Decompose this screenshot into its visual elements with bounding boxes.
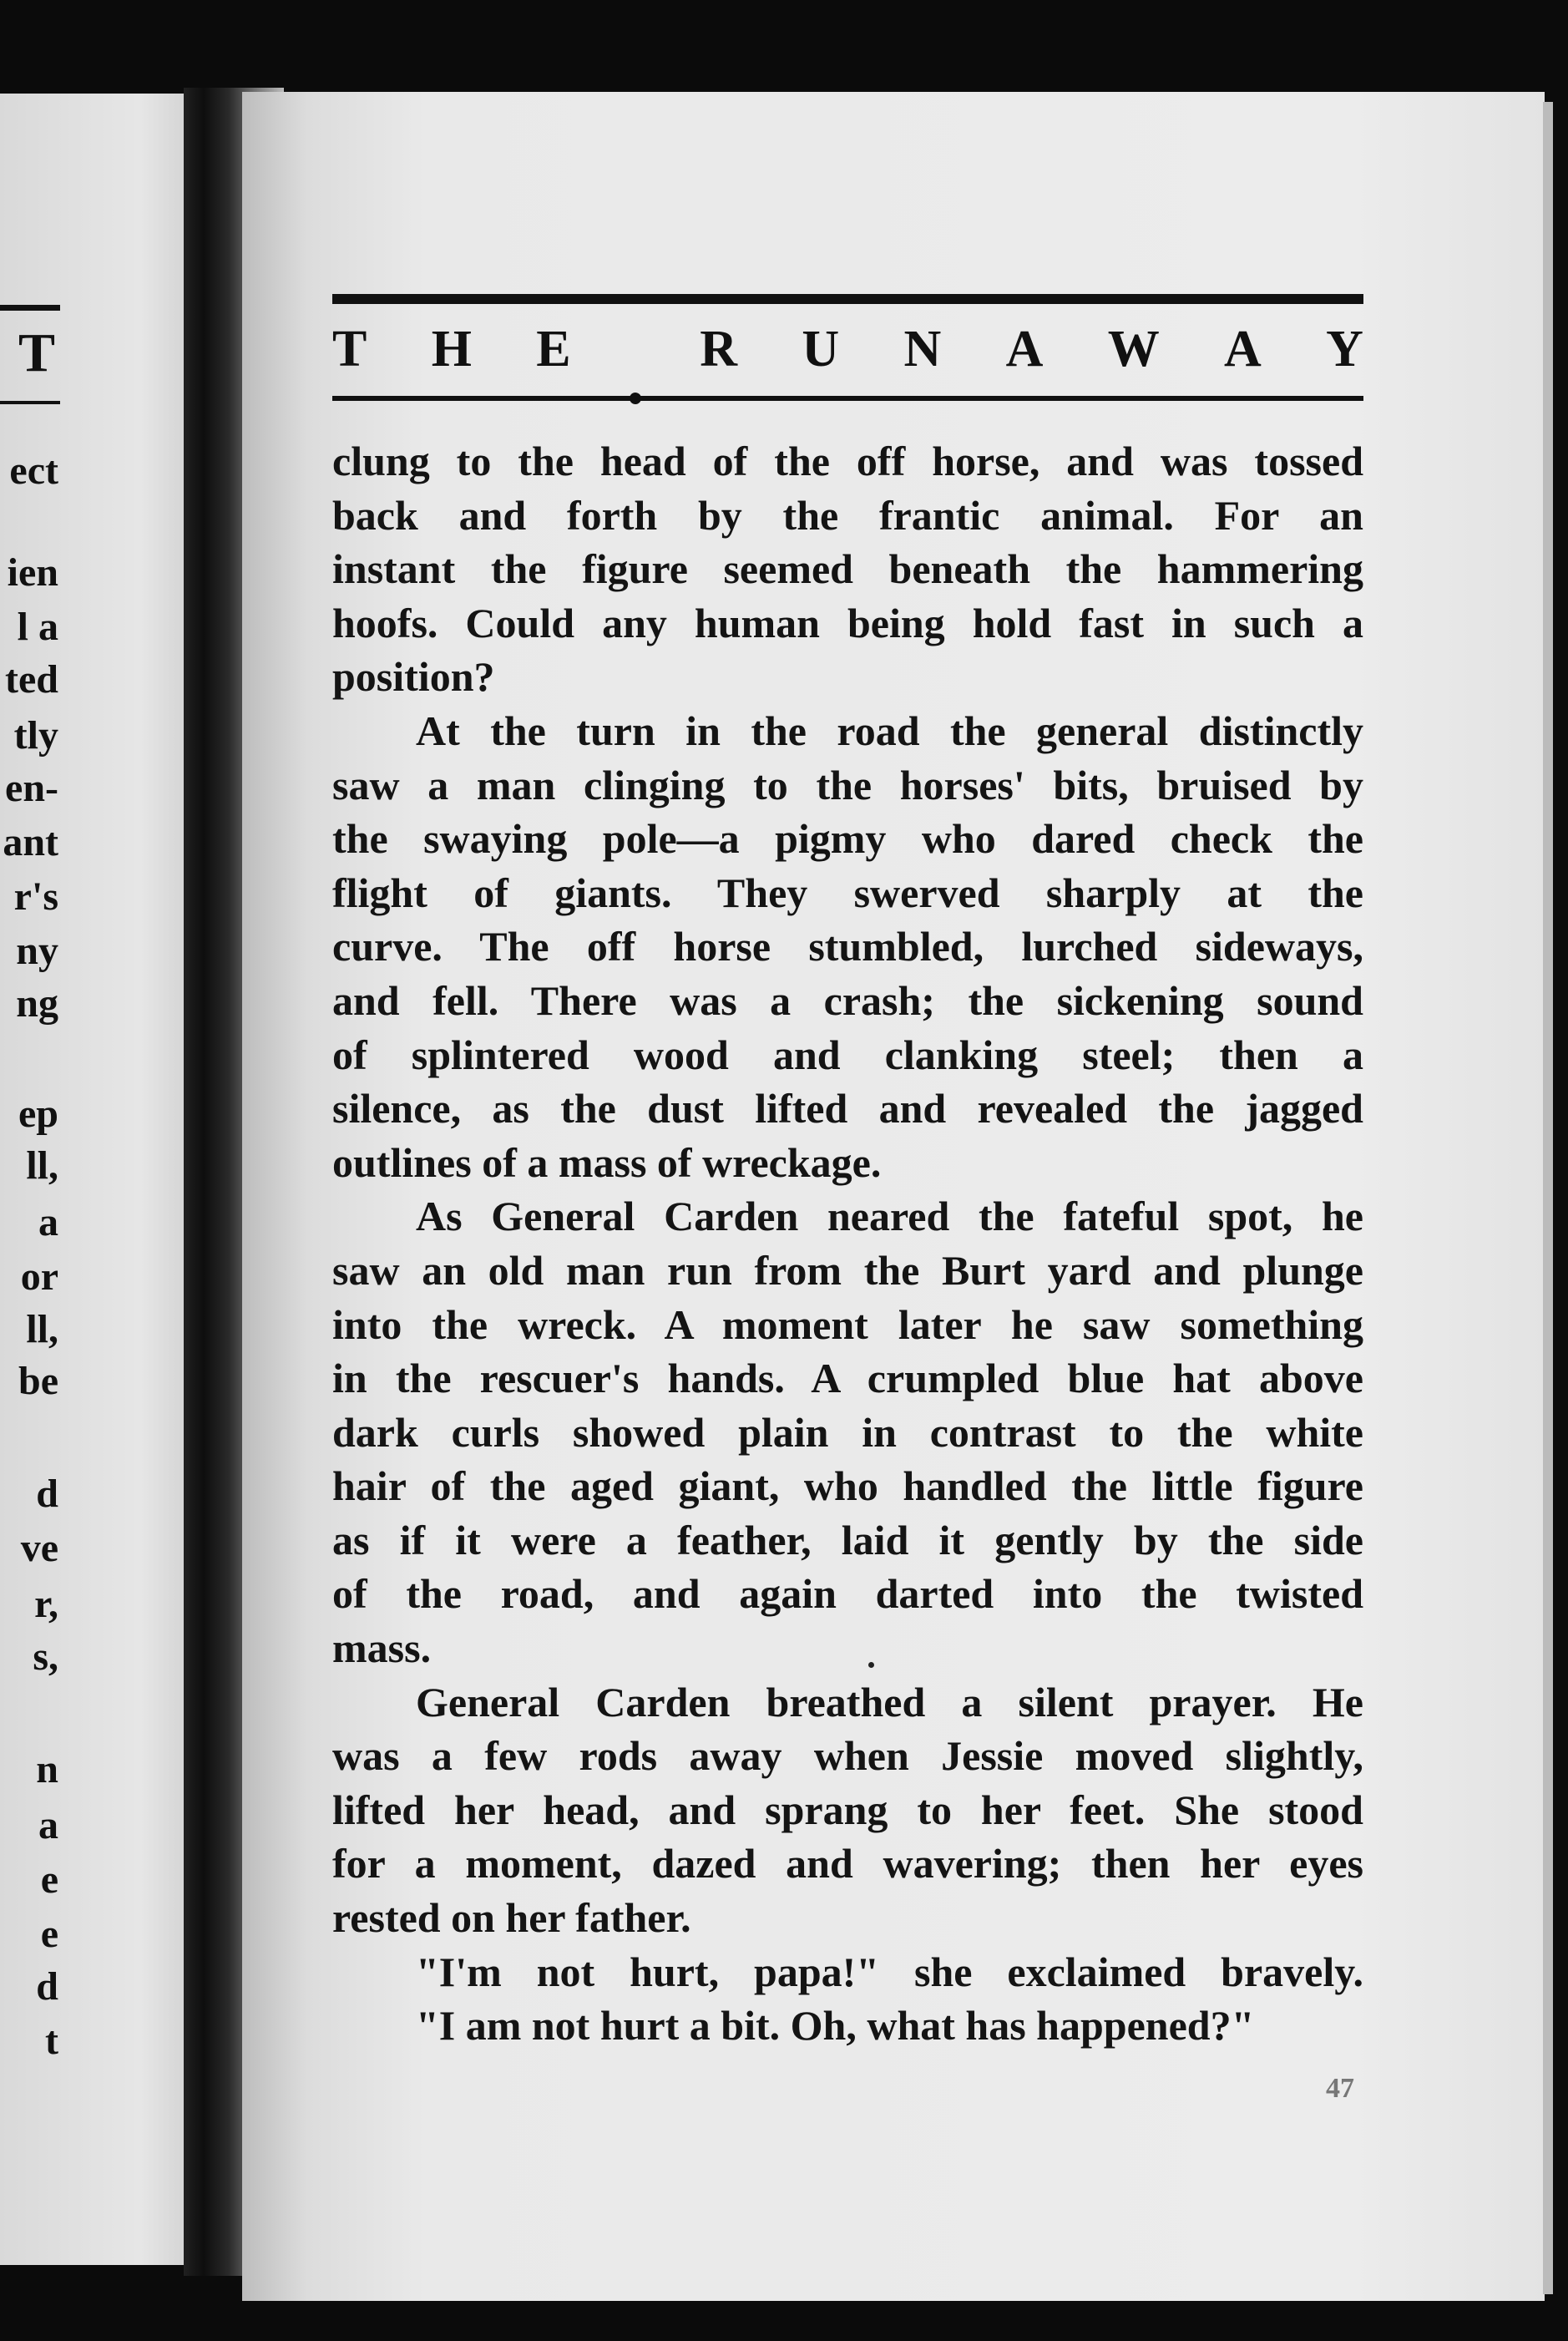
text-line: lifted her head, and sprang to her feet. She stood (332, 1786, 1363, 1833)
left-page-line-fragment: a (38, 1200, 58, 1244)
page-edge (1543, 102, 1553, 2294)
running-title-letter: N (903, 320, 942, 377)
text-line: as if it were a feather, laid it gently by the side (332, 1516, 1363, 1563)
left-page-line-fragment: d (36, 1472, 58, 1516)
text-line: of splintered wood and clanking steel; then a (332, 1031, 1363, 1078)
left-page-line-fragment: d (36, 1964, 58, 2009)
left-page-top-rule (0, 305, 60, 311)
header-top-rule (332, 294, 1363, 304)
left-page-line-fragment: r, (34, 1582, 58, 1626)
text-line: As General Carden neared the fateful spot, he (416, 1193, 1363, 1240)
left-page-line-fragment: ect (9, 448, 58, 493)
text-line: curve. The off horse stumbled, lurched sideways, (332, 923, 1363, 970)
left-page-line-fragment: l a (17, 605, 58, 649)
left-page-line-fragment: ted (5, 657, 58, 702)
text-line: was a few rods away when Jessie moved slightly, (332, 1732, 1363, 1780)
left-page-line-fragment: ll, (26, 1307, 58, 1351)
running-title-letter: Y (1326, 320, 1363, 377)
left-page-line-fragment: t (45, 2019, 58, 2063)
left-page-line-fragment: ll, (26, 1143, 58, 1188)
left-page-line-fragment: a (38, 1803, 58, 1847)
text-line: instant the figure seemed beneath the hammering (332, 545, 1363, 593)
text-line: clung to the head of the off horse, and was tossed (332, 438, 1363, 484)
text-line: for a moment, dazed and wavering; then her eyes (332, 1840, 1363, 1887)
text-line: silence, as the dust lifted and revealed the jagged (332, 1085, 1363, 1132)
running-title-letter: A (1005, 320, 1044, 377)
text-line: saw an old man run from the Burt yard and plunge (332, 1246, 1363, 1294)
body-text (332, 434, 1363, 2053)
left-page-line-fragment: ien (7, 550, 58, 595)
text-line: of the road, and again darted into the twisted (332, 1570, 1363, 1618)
header-rule-ornament (630, 393, 641, 404)
left-page-line-fragment: ve (20, 1526, 58, 1570)
text-line: the swaying pole—a pigmy who dared check the (332, 815, 1363, 863)
print-speck (868, 1662, 874, 1668)
text-line: At the turn in the road the general distinctly (416, 707, 1363, 754)
left-page-line-fragment: n (36, 1747, 58, 1791)
text-line: hoofs. Could any human being hold fast in such a (332, 599, 1363, 646)
left-page-bottom-rule (0, 401, 60, 404)
left-page-line-fragment: en- (5, 766, 58, 810)
text-line: flight of giants. They swerved sharply at the (332, 869, 1363, 916)
text-line: dark curls showed plain in contrast to the white (332, 1408, 1363, 1456)
text-line: and fell. There was a crash; the sickening sound (332, 976, 1363, 1024)
left-page-line-fragment: ant (3, 820, 58, 864)
text-line: position? (332, 653, 495, 701)
text-line: saw a man clinging to the horses' bits, bruised by (332, 761, 1363, 808)
text-line: into the wreck. A moment later he saw something (332, 1300, 1363, 1348)
text-line: rested on her father. (332, 1894, 691, 1942)
text-line: in the rescuer's hands. A crumpled blue hat above (332, 1355, 1363, 1402)
page-number: 47 (1326, 2073, 1354, 2104)
text-line: General Carden breathed a silent prayer. He (416, 1678, 1363, 1725)
header-bottom-rule (332, 396, 1363, 401)
running-title-letter: T (332, 320, 367, 377)
left-page-heading: T (18, 322, 56, 383)
left-page-line-fragment: be (18, 1359, 58, 1403)
running-title-letter: U (802, 320, 840, 377)
running-title (332, 316, 1363, 383)
left-page-line-fragment: or (20, 1254, 58, 1299)
running-title-letter: R (700, 320, 738, 377)
running-title-letter: H (431, 320, 472, 377)
running-title-letter: E (536, 320, 571, 377)
text-line: "I am not hurt a bit. Oh, what has happened?" (416, 2002, 1255, 2050)
text-line: outlines of a mass of wreckage. (332, 1138, 882, 1186)
left-page-line-fragment: r's (13, 874, 58, 919)
text-line: "I'm not hurt, papa!" she exclaimed bravely. (416, 1948, 1363, 1995)
left-page-line-fragment: e (40, 1912, 58, 1956)
left-page-line-fragment: s, (33, 1634, 58, 1679)
text-line: mass. (332, 1624, 432, 1672)
left-page-line-fragment: ny (16, 929, 58, 973)
text-line: hair of the aged giant, who handled the little figure (332, 1462, 1363, 1510)
running-title-letter: W (1107, 320, 1160, 377)
left-page-line-fragment: ng (16, 981, 58, 1026)
left-page-line-fragment: ep (18, 1092, 58, 1136)
left-page-line-fragment: e (40, 1857, 58, 1902)
left-page-line-fragment: tly (13, 713, 58, 758)
running-title-letter: A (1224, 320, 1262, 377)
text-line: back and forth by the frantic animal. For an (332, 491, 1363, 539)
